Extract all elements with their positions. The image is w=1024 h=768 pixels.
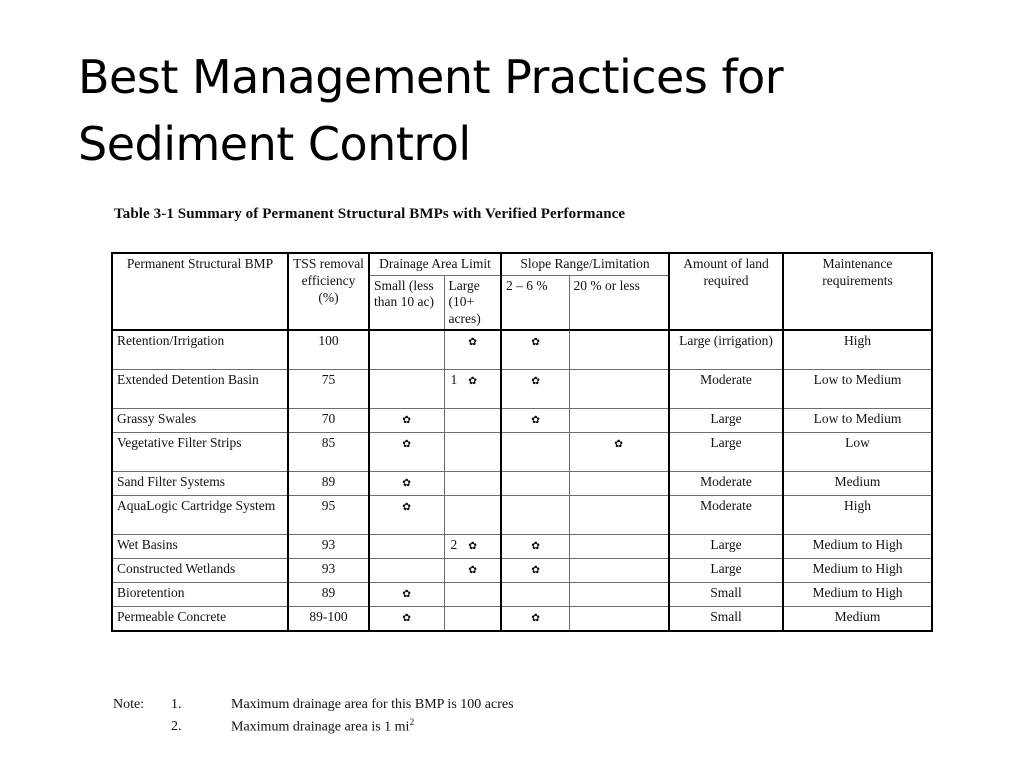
page-title: Best Management Practices for Sediment Control bbox=[78, 50, 784, 171]
cell-slope-2-6 bbox=[501, 606, 569, 631]
header-drainage-area-limit: Drainage Area Limit bbox=[369, 253, 501, 275]
cell-land-required: Small bbox=[669, 606, 783, 631]
bmp-summary-table bbox=[111, 252, 933, 632]
cell-maintenance: Low bbox=[783, 432, 932, 471]
cell-tss-value: 93 bbox=[288, 534, 369, 558]
cell-bmp-name: Extended Detention Basin bbox=[112, 369, 288, 408]
table-row bbox=[112, 369, 932, 408]
flower-marker-icon: ✿ bbox=[530, 611, 540, 624]
cell-drainage-large bbox=[444, 582, 501, 606]
cell-slope-20 bbox=[569, 606, 669, 631]
footnote-reference: 2 bbox=[450, 536, 458, 552]
cell-bmp-name: Grassy Swales bbox=[112, 408, 288, 432]
cell-maintenance: Medium to High bbox=[783, 582, 932, 606]
flower-marker-icon: ✿ bbox=[530, 563, 540, 576]
flower-marker-icon: ✿ bbox=[402, 611, 412, 624]
cell-tss-value: 89-100 bbox=[288, 606, 369, 631]
cell-drainage-large bbox=[444, 471, 501, 495]
cell-maintenance: Low to Medium bbox=[783, 369, 932, 408]
note-number: 2. bbox=[171, 719, 182, 735]
cell-slope-2-6 bbox=[501, 432, 569, 471]
cell-drainage-large bbox=[444, 534, 501, 558]
table-notes bbox=[113, 694, 514, 738]
cell-land-required: Moderate bbox=[669, 471, 783, 495]
cell-land-required: Moderate bbox=[669, 369, 783, 408]
table-header bbox=[112, 253, 932, 330]
flower-marker-icon: ✿ bbox=[614, 437, 624, 450]
cell-slope-2-6 bbox=[501, 558, 569, 582]
cell-bmp-name: AquaLogic Cartridge System bbox=[112, 495, 288, 534]
cell-drainage-large bbox=[444, 606, 501, 631]
cell-bmp-name: Bioretention bbox=[112, 582, 288, 606]
header-drainage-large: Large (10+ acres) bbox=[444, 275, 501, 330]
cell-slope-20 bbox=[569, 330, 669, 369]
cell-bmp-name: Vegetative Filter Strips bbox=[112, 432, 288, 471]
cell-land-required: Moderate bbox=[669, 495, 783, 534]
flower-marker-icon: ✿ bbox=[530, 413, 540, 426]
cell-drainage-small bbox=[369, 408, 444, 432]
cell-drainage-small bbox=[369, 495, 444, 534]
cell-land-required: Large bbox=[669, 558, 783, 582]
table-row bbox=[112, 606, 932, 631]
cell-maintenance: High bbox=[783, 330, 932, 369]
header-maintenance-requirements: Maintenance requirements bbox=[783, 253, 932, 330]
cell-tss-value: 100 bbox=[288, 330, 369, 369]
cell-drainage-small bbox=[369, 534, 444, 558]
cell-land-required: Large bbox=[669, 432, 783, 471]
table-row bbox=[112, 495, 932, 534]
cell-land-required: Large (irrigation) bbox=[669, 330, 783, 369]
note-text bbox=[231, 716, 414, 738]
cell-slope-2-6 bbox=[501, 330, 569, 369]
cell-land-required: Large bbox=[669, 534, 783, 558]
table-row bbox=[112, 582, 932, 606]
cell-tss-value: 85 bbox=[288, 432, 369, 471]
cell-slope-2-6 bbox=[501, 369, 569, 408]
header-permanent-structural-bmp: Permanent Structural BMP bbox=[112, 253, 288, 330]
cell-slope-20 bbox=[569, 432, 669, 471]
cell-drainage-large bbox=[444, 408, 501, 432]
header-drainage-small: Small (less than 10 ac) bbox=[369, 275, 444, 330]
flower-marker-icon: ✿ bbox=[530, 539, 540, 552]
cell-maintenance: Low to Medium bbox=[783, 408, 932, 432]
cell-slope-2-6 bbox=[501, 408, 569, 432]
cell-drainage-small bbox=[369, 558, 444, 582]
cell-bmp-name: Sand Filter Systems bbox=[112, 471, 288, 495]
note-row bbox=[113, 694, 514, 716]
cell-slope-20 bbox=[569, 471, 669, 495]
cell-drainage-large bbox=[444, 369, 501, 408]
flower-marker-icon: ✿ bbox=[402, 500, 412, 513]
cell-tss-value: 89 bbox=[288, 471, 369, 495]
cell-drainage-small bbox=[369, 432, 444, 471]
header-slope-20-percent-or-less: 20 % or less bbox=[569, 275, 669, 330]
flower-marker-icon: ✿ bbox=[467, 563, 477, 576]
cell-bmp-name: Permeable Concrete bbox=[112, 606, 288, 631]
header-group-row bbox=[112, 253, 932, 275]
flower-marker-icon: ✿ bbox=[402, 587, 412, 600]
table-row bbox=[112, 534, 932, 558]
table-caption: Table 3-1 Summary of Permanent Structural BMPs with Verified Performance bbox=[114, 206, 626, 222]
cell-tss-value: 93 bbox=[288, 558, 369, 582]
cell-slope-2-6 bbox=[501, 534, 569, 558]
cell-drainage-small bbox=[369, 606, 444, 631]
cell-maintenance: Medium bbox=[783, 471, 932, 495]
cell-slope-20 bbox=[569, 582, 669, 606]
cell-maintenance: Medium to High bbox=[783, 558, 932, 582]
cell-drainage-small bbox=[369, 582, 444, 606]
header-tss-removal-efficiency: TSS removal efficiency (%) bbox=[288, 253, 369, 330]
flower-marker-icon: ✿ bbox=[402, 476, 412, 489]
cell-bmp-name: Constructed Wetlands bbox=[112, 558, 288, 582]
cell-drainage-large bbox=[444, 330, 501, 369]
cell-drainage-small bbox=[369, 369, 444, 408]
flower-marker-icon: ✿ bbox=[402, 413, 412, 426]
cell-slope-2-6 bbox=[501, 582, 569, 606]
cell-bmp-name: Retention/Irrigation bbox=[112, 330, 288, 369]
cell-slope-20 bbox=[569, 495, 669, 534]
cell-tss-value: 89 bbox=[288, 582, 369, 606]
cell-slope-20 bbox=[569, 408, 669, 432]
cell-slope-20 bbox=[569, 369, 669, 408]
footnote-reference: 1 bbox=[450, 371, 458, 387]
notes-label: Note: bbox=[113, 697, 145, 712]
note-text-body: Maximum drainage area is 1 mi bbox=[231, 719, 410, 735]
header-slope-range-limitation: Slope Range/Limitation bbox=[501, 253, 669, 275]
header-slope-2-6-percent: 2 – 6 % bbox=[501, 275, 569, 330]
header-amount-of-land-required: Amount of land required bbox=[669, 253, 783, 330]
cell-land-required: Large bbox=[669, 408, 783, 432]
cell-tss-value: 70 bbox=[288, 408, 369, 432]
note-superscript: 2 bbox=[409, 717, 415, 728]
flower-marker-icon: ✿ bbox=[530, 374, 540, 387]
flower-marker-icon: ✿ bbox=[467, 539, 477, 552]
cell-slope-2-6 bbox=[501, 471, 569, 495]
cell-drainage-small bbox=[369, 330, 444, 369]
cell-tss-value: 75 bbox=[288, 369, 369, 408]
table-row bbox=[112, 471, 932, 495]
flower-marker-icon: ✿ bbox=[467, 374, 477, 387]
cell-slope-20 bbox=[569, 534, 669, 558]
cell-maintenance: High bbox=[783, 495, 932, 534]
table-row bbox=[112, 330, 932, 369]
note-text: Maximum drainage area for this BMP is 100 acres bbox=[231, 697, 514, 712]
cell-slope-2-6 bbox=[501, 495, 569, 534]
note-number: 1. bbox=[171, 697, 182, 712]
cell-slope-20 bbox=[569, 558, 669, 582]
cell-bmp-name: Wet Basins bbox=[112, 534, 288, 558]
table-row bbox=[112, 432, 932, 471]
cell-drainage-large bbox=[444, 558, 501, 582]
cell-drainage-small bbox=[369, 471, 444, 495]
cell-drainage-large bbox=[444, 495, 501, 534]
cell-tss-value: 95 bbox=[288, 495, 369, 534]
cell-land-required: Small bbox=[669, 582, 783, 606]
table-body bbox=[112, 330, 932, 631]
cell-maintenance: Medium to High bbox=[783, 534, 932, 558]
table-row bbox=[112, 408, 932, 432]
flower-marker-icon: ✿ bbox=[530, 335, 540, 348]
flower-marker-icon: ✿ bbox=[402, 437, 412, 450]
bmp-table-container bbox=[111, 252, 931, 632]
flower-marker-icon: ✿ bbox=[467, 335, 477, 348]
cell-drainage-large bbox=[444, 432, 501, 471]
table-row bbox=[112, 558, 932, 582]
note-row bbox=[113, 716, 514, 738]
cell-maintenance: Medium bbox=[783, 606, 932, 631]
